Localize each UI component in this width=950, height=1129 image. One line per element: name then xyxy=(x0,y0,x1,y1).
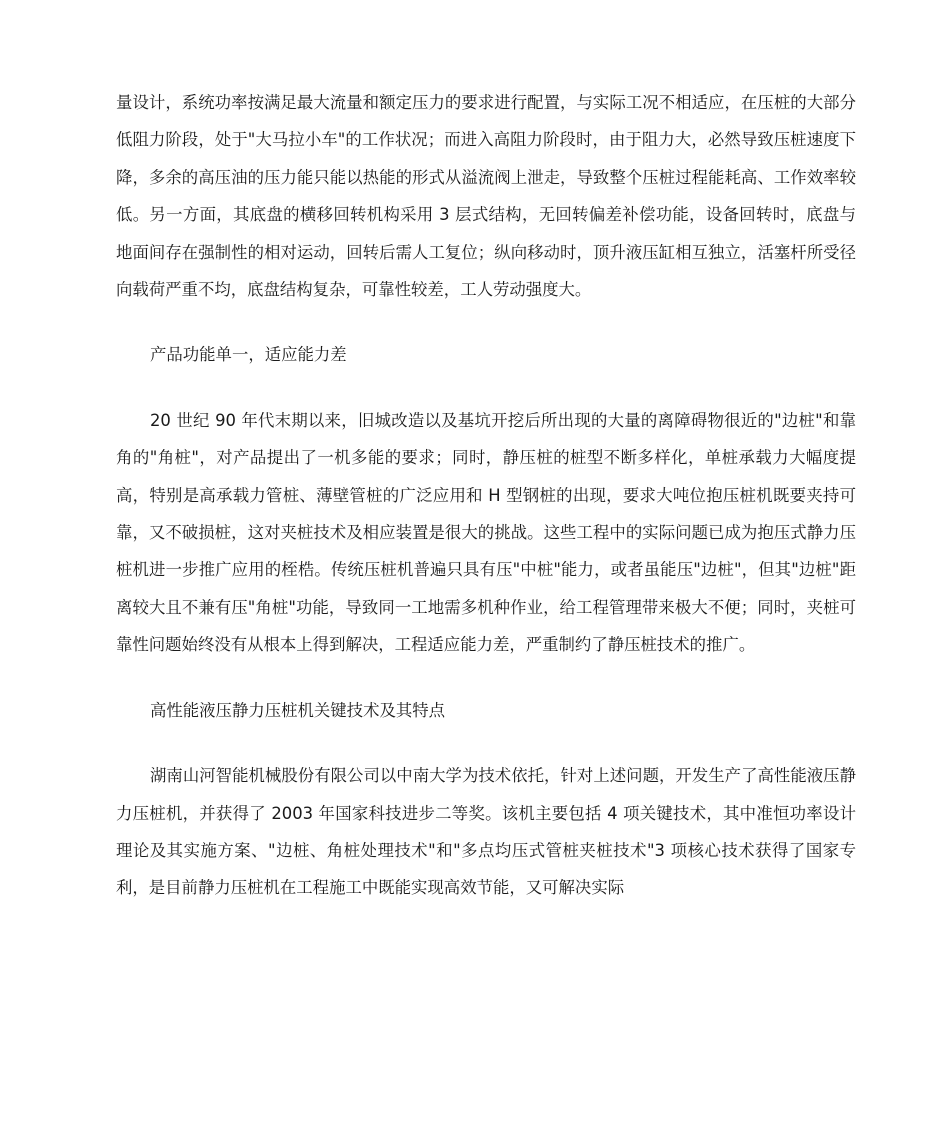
section-heading-key-technology: 高性能液压静力压桩机关键技术及其特点 xyxy=(150,700,446,720)
body-paragraph-adaptability: 20 世纪 90 年代末期以来，旧城改造以及基坑开挖后所出现的大量的离障碍物很近的"边桩"和靠角的"角桩"，对产品提出了一机多能的要求；同时，静压桩的桩型不断多样化，单桩承载力大幅度提高，特别是高承载力管桩、薄壁管桩的广泛应用和 H 型钢桩的出现，要求大吨位抱压桩机既要夹持可靠，又不破损桩，这对夹桩技术及相应装置是很大的挑战。这些工程中的实际问题已成为抱压式静力压桩机进一步推广应用的桎梏。传统压桩机普遍只具有压"中桩"能力，或者虽能压"边桩"，但其"边桩"距离较大且不兼有压"角桩"功能，导致同一工地需多机种作业，给工程管理带来极大不便；同时，夹桩可靠性问题始终没有从根本上得到解决，工程适应能力差，严重制约了静压桩技术的推广。 xyxy=(116,410,856,655)
section-heading-single-function: 产品功能单一，适应能力差 xyxy=(150,345,347,365)
document-page xyxy=(116,84,856,907)
body-paragraph-sunward: 湖南山河智能机械股份有限公司以中南大学为技术依托，针对上述问题，开发生产了高性能液压静力压桩机，并获得了 2003 年国家科技进步二等奖。该机主要包括 4 项关键技术，其中准恒功率设计理论及其实施方案、"边桩、角桩处理技术"和"多点均压式管桩夹桩技术"3 项核心技术获得了国家专利，是目前静力压桩机在工程施工中既能实现高效节能，又可解决实际 xyxy=(116,766,856,898)
body-paragraph-continued: 量设计，系统功率按满足最大流量和额定压力的要求进行配置，与实际工况不相适应，在压桩的大部分低阻力阶段，处于"大马拉小车"的工作状况；而进入高阻力阶段时，由于阻力大，必然导致压桩速度下降，多余的高压油的压力能只能以热能的形式从溢流阀上泄走，导致整个压桩过程能耗高、工作效率较低。另一方面，其底盘的横移回转机构采用 3 层式结构，无回转偏差补偿功能，设备回转时，底盘与地面间存在强制性的相对运动，回转后需人工复位；纵向移动时，顶升液压缸相互独立，活塞杆所受径向载荷严重不均，底盘结构复杂，可靠性较差，工人劳动强度大。 xyxy=(116,93,856,300)
